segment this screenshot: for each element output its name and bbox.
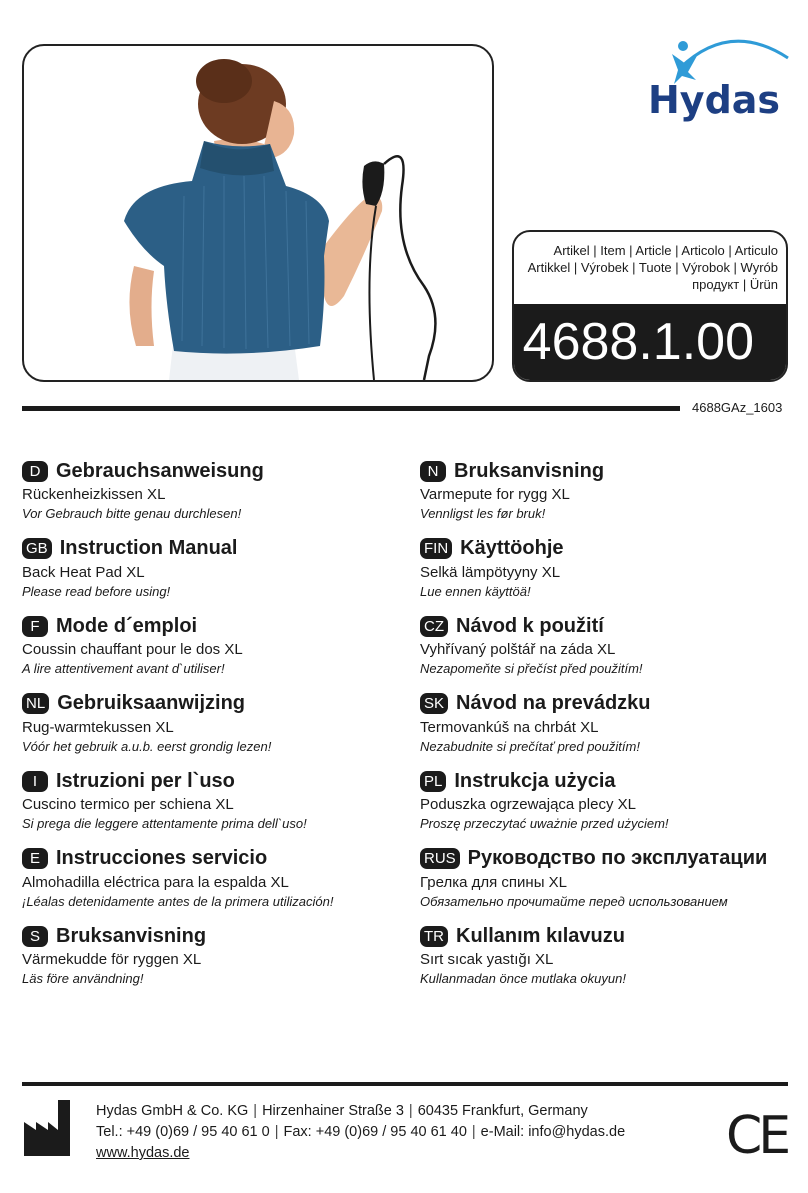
language-block <box>420 458 808 536</box>
language-code-badge: PL <box>420 771 446 792</box>
reading-note: Si prega die leggere attentamente prima dell`uso! <box>22 816 307 831</box>
product-name: Back Heat Pad XL <box>22 563 145 581</box>
language-title: Návod k použití <box>456 614 604 637</box>
reading-note: A lire attentivement avant d`utiliser! <box>22 661 225 676</box>
language-title: Gebruiksaanwijzing <box>57 692 246 714</box>
reading-note: Nezapomeňte si přečíst před použitím! <box>420 661 643 676</box>
website-link[interactable]: www.hydas.de <box>96 1145 190 1161</box>
language-title: Istruzioni per l`uso <box>56 769 235 792</box>
product-name: Selkä lämpötyyny XL <box>420 563 561 581</box>
product-name: Coussin chauffant pour le dos XL <box>22 641 243 658</box>
city-address: 60435 Frankfurt, Germany <box>417 1103 588 1119</box>
product-name: Vyhřívaný polštář na záda XL <box>420 641 616 658</box>
language-code-badge: RUS <box>420 848 460 869</box>
telephone: Tel.: +49 (0)69 / 95 40 61 0 <box>96 1124 270 1140</box>
language-block <box>22 536 412 614</box>
reading-note: Läs före användning! <box>22 971 144 986</box>
language-title: Bruksanvisning <box>454 459 605 482</box>
reading-note: Nezabudnite si prečítať pred použitím! <box>420 738 640 754</box>
product-name: Sırt sıcak yastığı XL <box>420 951 554 968</box>
language-code-badge: S <box>22 926 48 947</box>
language-code-badge: E <box>22 848 48 869</box>
product-name: Грелка для спины XL <box>420 873 567 891</box>
product-photo <box>22 44 494 382</box>
footer-web-line <box>96 1143 625 1164</box>
brand-name: Hydas <box>648 78 781 122</box>
separator: | <box>408 1103 413 1119</box>
language-column-left <box>22 458 412 1001</box>
language-code-badge: N <box>420 461 446 482</box>
language-block <box>22 613 412 691</box>
reading-note: ¡Léalas detenidamente antes de la primera utilización! <box>22 893 334 909</box>
language-block <box>420 923 808 1001</box>
article-number: 4688.1.00 <box>514 304 786 380</box>
language-column-right <box>420 458 808 1001</box>
language-code-badge: TR <box>420 926 448 947</box>
language-block <box>22 691 412 769</box>
article-box <box>512 230 788 382</box>
reading-note: Обязательно прочитайте перед использованием <box>420 893 728 909</box>
language-title: Bruksanvisning <box>56 924 207 947</box>
language-code-badge: D <box>22 461 48 482</box>
divider-bottom <box>22 1082 788 1086</box>
product-name: Termovankúš na chrbát XL <box>420 718 599 736</box>
language-title: Návod na prevádzku <box>456 692 651 714</box>
language-block <box>22 458 412 536</box>
language-code-badge: I <box>22 771 48 792</box>
product-name: Värmekudde för ryggen XL <box>22 951 202 968</box>
language-code-badge: FIN <box>420 538 452 559</box>
language-code-badge: CZ <box>420 616 448 637</box>
language-block <box>420 768 808 846</box>
language-code-badge: F <box>22 616 48 637</box>
product-name: Rug-warmtekussen XL <box>22 718 174 736</box>
footer-contact <box>96 1101 625 1164</box>
product-name: Varmepute for rygg XL <box>420 486 570 503</box>
language-title: Kullanım kılavuzu <box>456 924 625 947</box>
product-name: Poduszka ogrzewająca plecy XL <box>420 796 636 813</box>
street-address: Hirzenhainer Straße 3 <box>262 1103 404 1119</box>
language-code-badge: GB <box>22 538 52 559</box>
language-block <box>22 768 412 846</box>
reading-note: Vennligst les før bruk! <box>420 506 546 521</box>
language-block <box>420 536 808 614</box>
article-labels: Artikel | Item | Article | Articolo | Articulo Artikkel | Výrobek | Tuote | Výrobok | Wyrób продукт | Ürün <box>527 243 778 292</box>
footer-address-line <box>96 1101 625 1122</box>
language-code-badge: SK <box>420 693 448 714</box>
fax: Fax: +49 (0)69 / 95 40 61 40 <box>283 1124 467 1140</box>
product-name: Almohadilla eléctrica para la espalda XL <box>22 873 289 891</box>
company-name: Hydas GmbH & Co. KG <box>96 1103 249 1119</box>
language-block <box>420 691 808 769</box>
email[interactable]: e-Mail: info@hydas.de <box>480 1124 626 1140</box>
language-title: Käyttöohje <box>460 537 564 559</box>
language-title: Руководство по эксплуатации <box>467 847 768 869</box>
reading-note: Proszę przeczytać uważnie przed użyciem! <box>420 816 669 831</box>
product-name: Cuscino termico per schiena XL <box>22 796 234 813</box>
separator: | <box>253 1103 258 1119</box>
reading-note: Vor Gebrauch bitte genau durchlesen! <box>22 506 242 521</box>
language-block <box>420 846 808 924</box>
language-block <box>22 846 412 924</box>
ce-conformity-mark: CE <box>726 1106 788 1166</box>
separator: | <box>274 1124 279 1140</box>
product-name: Rückenheizkissen XL <box>22 486 166 503</box>
language-title: Instrucciones servicio <box>56 847 268 869</box>
reading-note: Vóór het gebruik a.u.b. eerst grondig lezen! <box>22 738 272 754</box>
reading-note: Please read before using! <box>22 583 171 599</box>
woman-wearing-heat-pad-photo <box>24 46 492 380</box>
language-code-badge: NL <box>22 693 49 714</box>
language-block <box>22 923 412 1001</box>
language-title: Gebrauchsanweisung <box>56 459 264 482</box>
language-title: Mode d´emploi <box>56 614 198 637</box>
footer-phone-line <box>96 1122 625 1143</box>
reading-note: Kullanmadan önce mutlaka okuyun! <box>420 971 626 986</box>
manufacturer-factory-icon <box>22 1100 72 1156</box>
reading-note: Lue ennen käyttöä! <box>420 583 531 599</box>
divider-top <box>22 406 680 411</box>
language-title: Instrukcja użycia <box>454 769 616 792</box>
language-block <box>420 613 808 691</box>
document-code: 4688GAz_1603 <box>692 400 783 415</box>
separator: | <box>471 1124 476 1140</box>
language-title: Instruction Manual <box>59 537 238 559</box>
